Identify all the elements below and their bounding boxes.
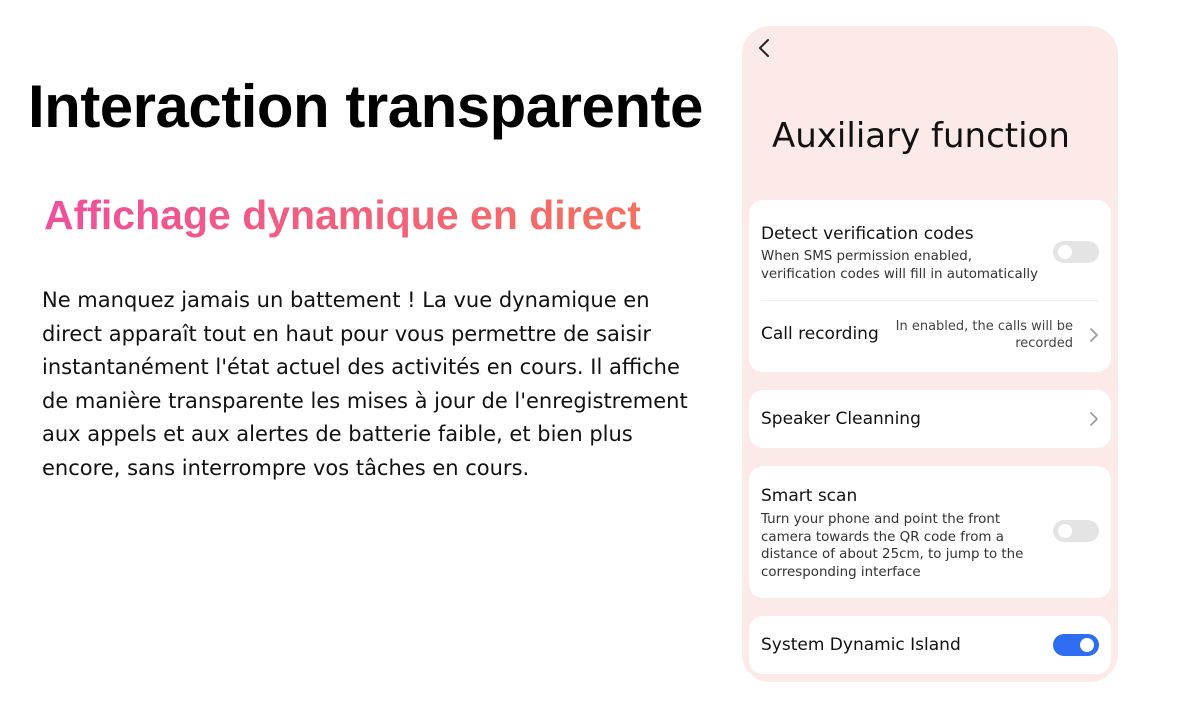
setting-speaker-cleaning[interactable] [749,390,1111,448]
toggle-knob [1058,245,1072,259]
screen-title: Auxiliary function [772,116,1070,156]
chevron-right-icon [1089,327,1099,343]
setting-description: Turn your phone and point the front camera towards the QR code from a distance of about 25cm, to jump to the corresponding interface [761,512,1024,580]
setting-title: Smart scan [761,486,858,506]
setting-description: When SMS permission enabled, verification codes will fill in automatically [761,249,1039,282]
card-speaker-cleaning [749,390,1111,448]
card-verification-call [749,200,1111,372]
setting-title: Detect verification codes [761,224,974,244]
setting-detect-verification-codes[interactable] [749,200,1111,300]
chevron-left-icon[interactable] [758,38,778,62]
setting-call-recording[interactable] [749,300,1111,372]
detect-codes-toggle[interactable] [1053,241,1099,263]
chevron-right-icon [1089,411,1099,427]
setting-title: Speaker Cleanning [761,409,921,429]
dynamic-island-toggle[interactable] [1053,634,1099,656]
body-text: Ne manquez jamais un battement ! La vue dynamique en direct apparaît tout en haut pour vous permettre de saisir instantanément l'état actuel des activités en cours. Il affiche de manière transparente les mises à jour de l'enregistrement aux appels et aux alertes de batterie faible, et bien plus encore, sans interrompre vos tâches en cours. [42,288,688,480]
card-smart-scan [749,466,1111,598]
smart-scan-toggle[interactable] [1053,520,1099,542]
setting-system-dynamic-island[interactable] [749,616,1111,674]
call-recording-note: In enabled, the calls will be recorded [895,319,1073,351]
subheadline: Affichage dynamique en direct [44,192,641,238]
toggle-knob [1080,638,1094,652]
setting-title: System Dynamic Island [761,635,961,655]
headline: Interaction transparente [28,73,703,140]
phone-screen [742,26,1118,682]
setting-smart-scan[interactable] [749,466,1111,598]
card-dynamic-island [749,616,1111,674]
setting-title: Call recording [761,324,879,344]
toggle-knob [1058,524,1072,538]
